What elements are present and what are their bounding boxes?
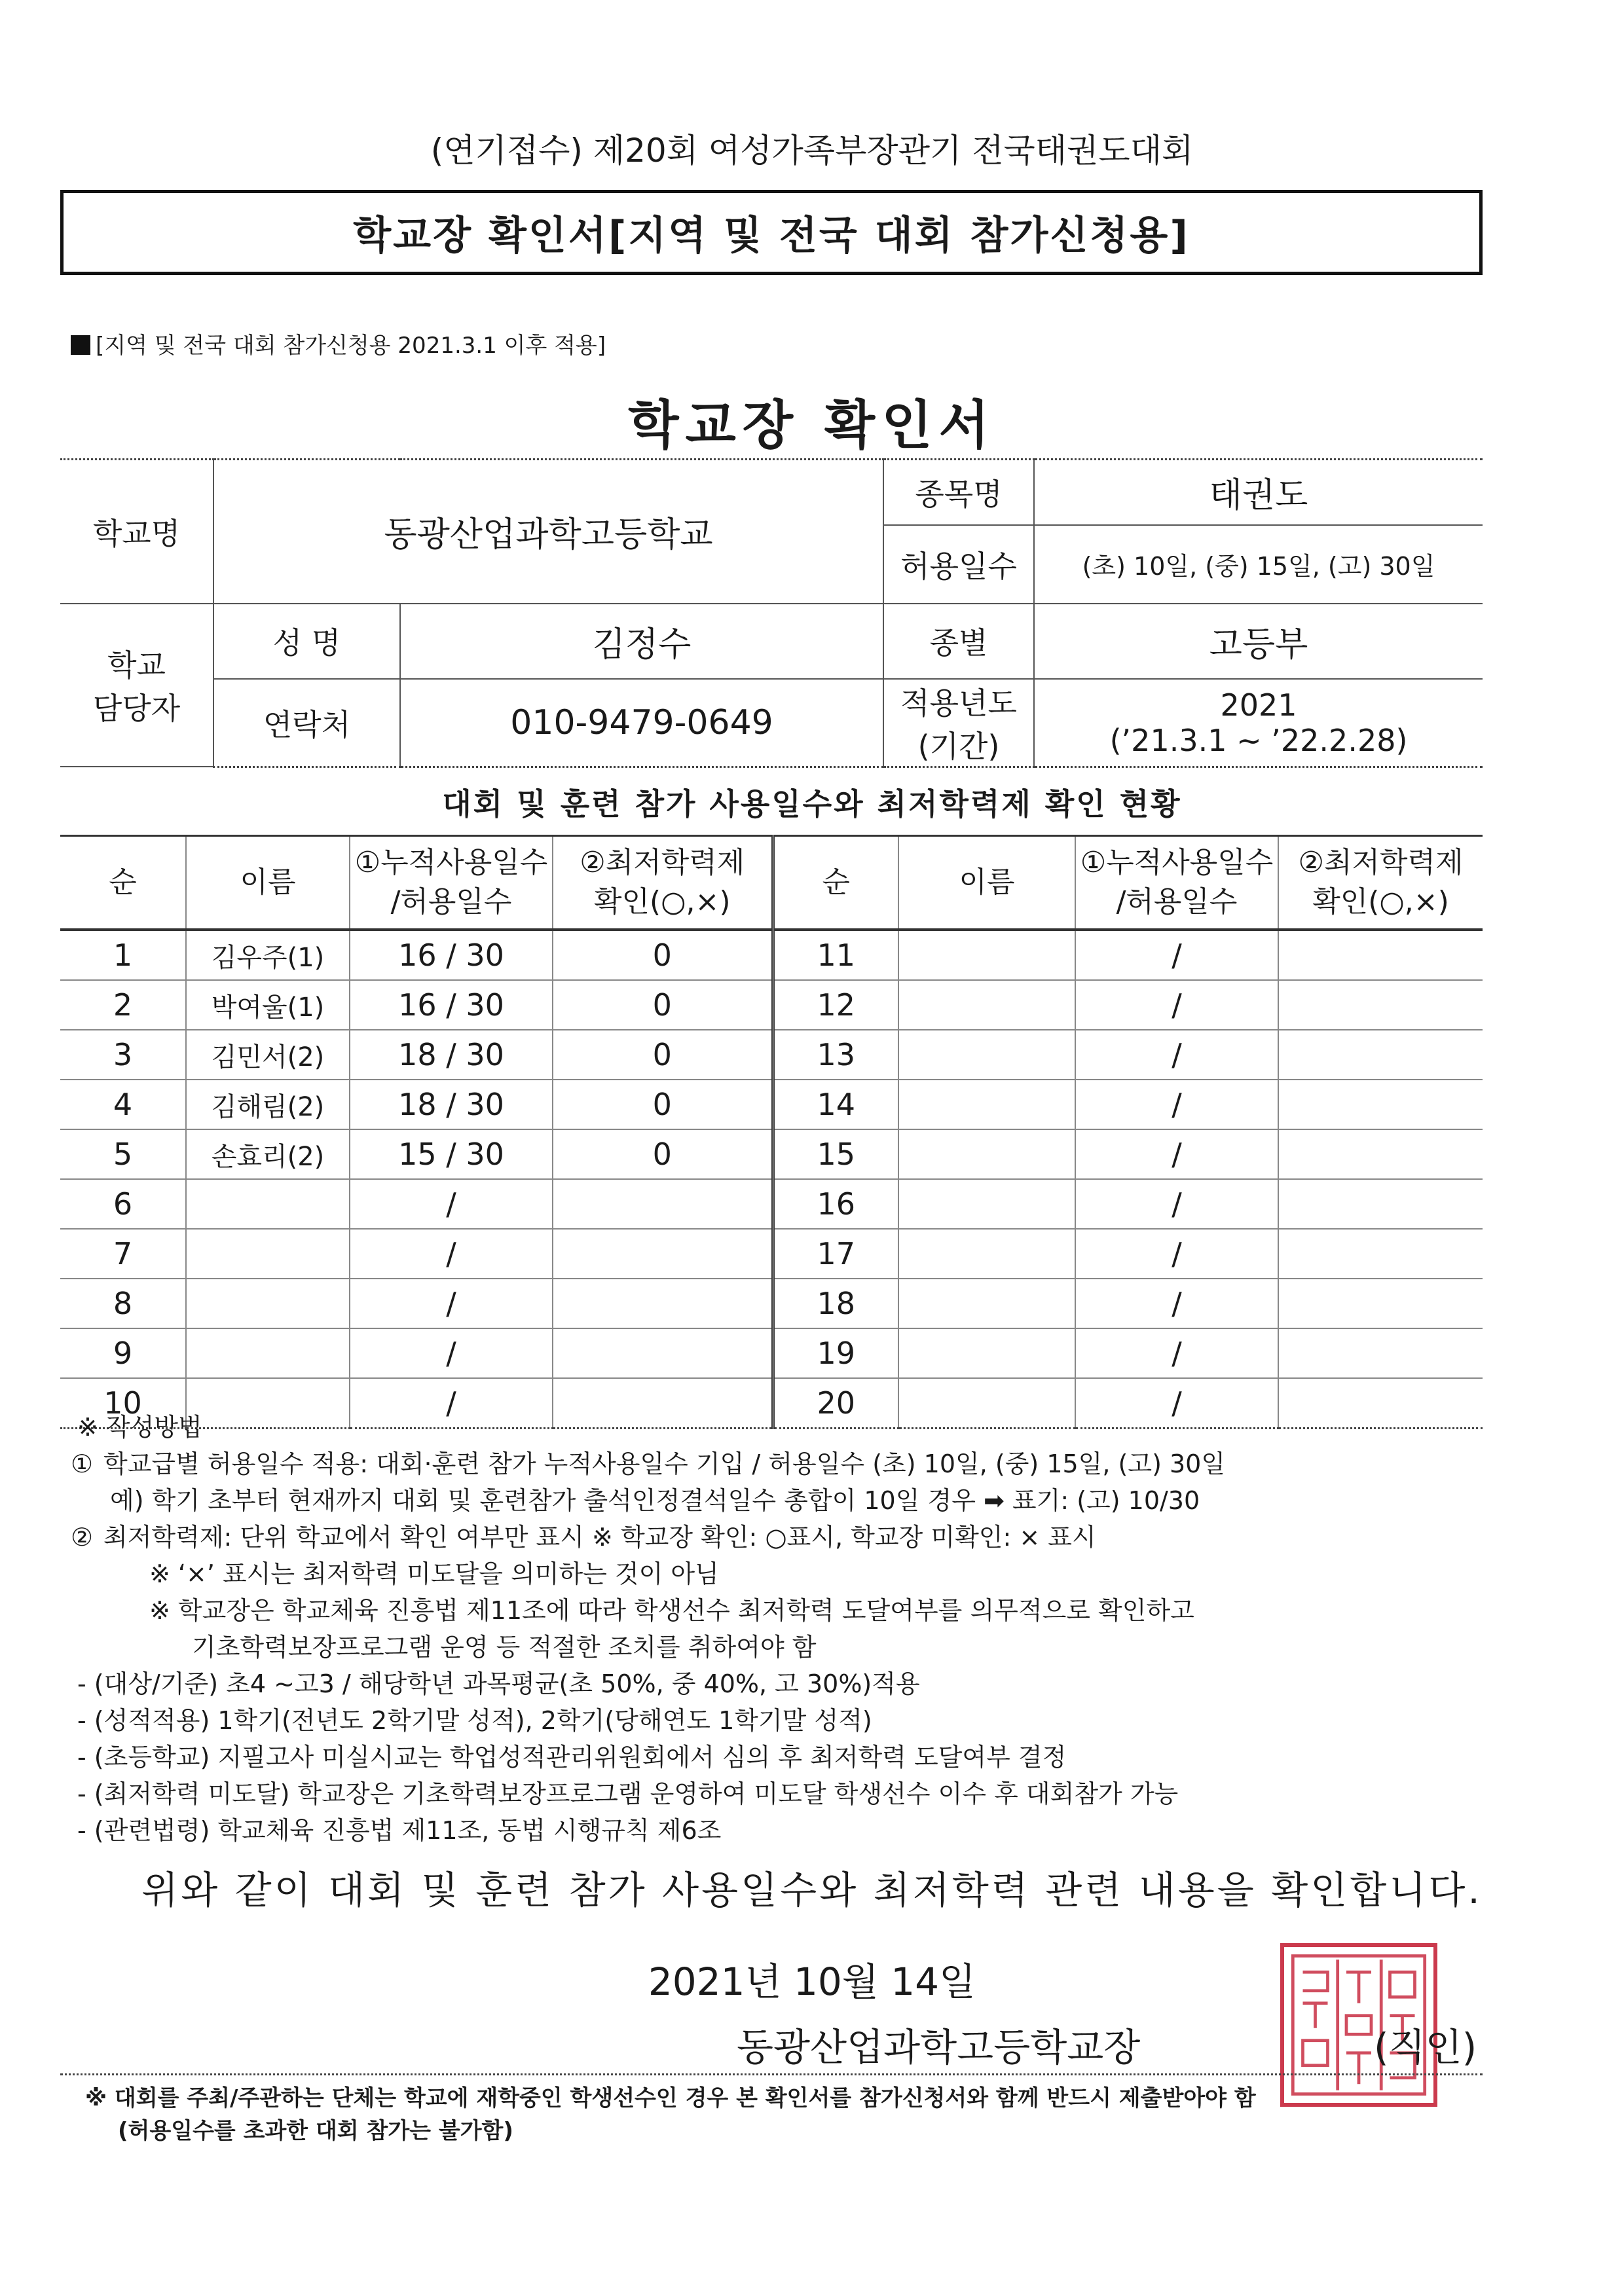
row-number: 12 — [773, 980, 898, 1030]
days-used: / — [1075, 1179, 1278, 1229]
applied-note-text: [지역 및 전국 대회 참가신청용 2021.3.1 이후 적용] — [96, 333, 606, 359]
name-value: 김정수 — [400, 604, 883, 679]
header-name: 이름 — [186, 836, 350, 930]
boxed-title: 학교장 확인서[지역 및 전국 대회 참가신청용] — [60, 190, 1483, 275]
athlete-name — [186, 1229, 350, 1279]
athlete-name: 김우주(1) — [186, 930, 350, 980]
athlete-name — [898, 1129, 1075, 1179]
min-academic-check — [1278, 1279, 1483, 1328]
days-used: / — [350, 1179, 553, 1229]
min-academic-check: 0 — [553, 930, 773, 980]
table-row — [60, 1129, 1483, 1179]
event-title: (연기접수) 제20회 여성가족부장관기 전국태권도대회 — [430, 132, 1194, 170]
header-name: 이름 — [898, 836, 1075, 930]
row-number: 10 — [60, 1378, 186, 1429]
days-used: 16 / 30 — [350, 930, 553, 980]
notes-section — [71, 1409, 1479, 1849]
min-academic-check — [553, 1279, 773, 1328]
note-2a: ※ ‘×’ 표시는 최저학력 미도달을 의미하는 것이 아님 — [149, 1559, 719, 1588]
note-2b-cont: 기초학력보장프로그램 운영 등 적절한 조치를 취하여야 함 — [192, 1633, 817, 1662]
detail-5: - (관련법령) 학교체육 진흥법 제11조, 동법 시행규칙 제6조 — [77, 1816, 722, 1845]
header-days: ①누적사용일수 /허용일수 — [1075, 836, 1278, 930]
row-number: 14 — [773, 1080, 898, 1129]
header-min: ②최저학력제 확인(○,×) — [553, 836, 773, 930]
min-academic-check — [1278, 1080, 1483, 1129]
athlete-name: 김해림(2) — [186, 1080, 350, 1129]
athlete-name: 손효리(2) — [186, 1129, 350, 1179]
days-used: / — [1075, 1378, 1278, 1429]
detail-2: - (성적적용) 1학기(전년도 2학기말 성적), 2학기(당해연도 1학기말 성적) — [77, 1706, 872, 1735]
days-used: / — [1075, 1080, 1278, 1129]
row-number: 11 — [773, 930, 898, 980]
athlete-name — [898, 1279, 1075, 1328]
athlete-name — [898, 1030, 1075, 1080]
athlete-name: 박여울(1) — [186, 980, 350, 1030]
row-number: 20 — [773, 1378, 898, 1429]
row-number: 6 — [60, 1179, 186, 1229]
athlete-name — [186, 1279, 350, 1328]
min-academic-check — [553, 1328, 773, 1378]
header-min: ②최저학력제 확인(○,×) — [1278, 836, 1483, 930]
header-no: 순 — [773, 836, 898, 930]
contact-label: 연락처 — [213, 679, 400, 767]
min-academic-check — [1278, 1179, 1483, 1229]
note-2: 최저학력제: 단위 학교에서 확인 여부만 표시 ※ 학교장 확인: ○표시, 학교장 미확인: × 표시 — [103, 1523, 1096, 1552]
school-value: 동광산업과학고등학교 — [213, 460, 883, 604]
division-label: 종별 — [883, 604, 1034, 679]
row-number: 16 — [773, 1179, 898, 1229]
table-row — [60, 1080, 1483, 1129]
min-academic-check — [553, 1229, 773, 1279]
row-number: 13 — [773, 1030, 898, 1080]
row-number: 7 — [60, 1229, 186, 1279]
year-label: 적용년도 (기간) — [883, 679, 1034, 767]
footer-line-1: ※ 대회를 주최/주관하는 단체는 학교에 재학중인 학생선수인 경우 본 확인서를 참가신청서와 함께 반드시 제출받아야 함 — [85, 2085, 1256, 2111]
min-academic-check — [1278, 930, 1483, 980]
row-number: 1 — [60, 930, 186, 980]
min-academic-check: 0 — [553, 1129, 773, 1179]
days-used: / — [1075, 930, 1278, 980]
notes-heading: ※ 작성방법 — [77, 1413, 202, 1442]
year-value: 2021 (’21.3.1 ~ ’22.2.28) — [1034, 679, 1483, 767]
row-number: 3 — [60, 1030, 186, 1080]
days-used: / — [1075, 1229, 1278, 1279]
event-label: 종목명 — [883, 460, 1034, 525]
days-used: / — [350, 1279, 553, 1328]
min-academic-check — [1278, 980, 1483, 1030]
allowed-days-value: (초) 10일, (중) 15일, (고) 30일 — [1034, 525, 1483, 604]
min-academic-check — [1278, 1328, 1483, 1378]
table-row — [60, 1030, 1483, 1080]
table-row — [60, 1179, 1483, 1229]
min-academic-check — [1278, 1129, 1483, 1179]
manager-label: 학교 담당자 — [60, 604, 213, 767]
days-used: / — [1075, 1129, 1278, 1179]
days-used: / — [1075, 1030, 1278, 1080]
min-academic-check: 0 — [553, 1030, 773, 1080]
athlete-name — [898, 1229, 1075, 1279]
note-1-example: 예) 학기 초부터 현재까지 대회 및 훈련참가 출석인정결석일수 총합이 10일 경우 ➡ 표기: (고) 10/30 — [110, 1486, 1200, 1515]
footer-divider — [60, 2073, 1483, 2075]
detail-4: - (최저학력 미도달) 학교장은 기초학력보장프로그램 운영하여 미도달 학생선수 이수 후 대회참가 가능 — [77, 1779, 1179, 1808]
applied-note — [71, 327, 606, 359]
confirmation-statement: 위와 같이 대회 및 훈련 참가 사용일수와 최저학력 관련 내용을 확인합니다. — [141, 1868, 1483, 1912]
table-row — [60, 1328, 1483, 1378]
days-used: / — [1075, 980, 1278, 1030]
days-used: 18 / 30 — [350, 1030, 553, 1080]
row-number: 4 — [60, 1080, 186, 1129]
days-used: / — [350, 1229, 553, 1279]
note-1: 학교급별 허용일수 적용: 대회·훈련 참가 누적사용일수 기입 / 허용일수 (초) 10일, (중) 15일, (고) 30일 — [103, 1449, 1226, 1478]
school-label: 학교명 — [60, 460, 213, 604]
document-title: 학교장 확인서 — [628, 395, 996, 456]
info-table — [60, 458, 1483, 768]
footer-notice — [85, 2082, 1480, 2147]
days-used: / — [1075, 1328, 1278, 1378]
athlete-name — [186, 1179, 350, 1229]
name-label: 성 명 — [213, 604, 400, 679]
row-number: 17 — [773, 1229, 898, 1279]
event-value: 태권도 — [1034, 460, 1483, 525]
days-used: 15 / 30 — [350, 1129, 553, 1179]
seal-mark: (직인) — [1374, 2025, 1477, 2069]
note-2b: ※ 학교장은 학교체육 진흥법 제11조에 따라 학생선수 최저학력 도달여부를 의무적으로 확인하고 — [149, 1596, 1194, 1625]
division-value: 고등부 — [1034, 604, 1483, 679]
table-row — [60, 930, 1483, 980]
days-used: / — [350, 1378, 553, 1429]
days-used: / — [350, 1328, 553, 1378]
roster-table — [60, 835, 1483, 1429]
min-academic-check — [1278, 1030, 1483, 1080]
allowed-days-label: 허용일수 — [883, 525, 1034, 604]
athlete-name — [898, 980, 1075, 1030]
principal-name: 동광산업과학고등학교장 — [737, 2025, 1141, 2069]
min-academic-check: 0 — [553, 1080, 773, 1129]
row-number: 9 — [60, 1328, 186, 1378]
issue-date: 2021년 10월 14일 — [648, 1959, 976, 2004]
athlete-name — [186, 1328, 350, 1378]
contact-value: 010-9479-0649 — [400, 679, 883, 767]
athlete-name — [898, 1328, 1075, 1378]
athlete-name — [898, 1179, 1075, 1229]
table-row — [60, 1279, 1483, 1328]
circled-one-icon: ① — [71, 1449, 94, 1478]
days-used: 18 / 30 — [350, 1080, 553, 1129]
row-number: 8 — [60, 1279, 186, 1328]
detail-3: - (초등학교) 지필고사 미실시교는 학업성적관리위원회에서 심의 후 최저학력 도달여부 결정 — [77, 1743, 1067, 1772]
min-academic-check — [553, 1179, 773, 1229]
circled-two-icon: ② — [71, 1523, 94, 1552]
square-bullet-icon — [71, 335, 90, 355]
row-number: 19 — [773, 1328, 898, 1378]
min-academic-check: 0 — [553, 980, 773, 1030]
row-number: 2 — [60, 980, 186, 1030]
days-used: 16 / 30 — [350, 980, 553, 1030]
table-row — [60, 1229, 1483, 1279]
athlete-name — [898, 930, 1075, 980]
row-number: 18 — [773, 1279, 898, 1328]
header-no: 순 — [60, 836, 186, 930]
row-number: 15 — [773, 1129, 898, 1179]
days-used: / — [1075, 1279, 1278, 1328]
footer-line-2: (허용일수를 초과한 대회 참가는 불가함) — [118, 2118, 513, 2144]
header-days: ①누적사용일수 /허용일수 — [350, 836, 553, 930]
status-heading: 대회 및 훈련 참가 사용일수와 최저학력제 확인 현황 — [442, 786, 1182, 822]
detail-1: - (대상/기준) 초4 ~고3 / 해당학년 과목평균(초 50%, 중 40%, 고 30%)적용 — [77, 1669, 920, 1698]
min-academic-check — [1278, 1229, 1483, 1279]
table-row — [60, 980, 1483, 1030]
athlete-name — [898, 1080, 1075, 1129]
athlete-name: 김민서(2) — [186, 1030, 350, 1080]
row-number: 5 — [60, 1129, 186, 1179]
